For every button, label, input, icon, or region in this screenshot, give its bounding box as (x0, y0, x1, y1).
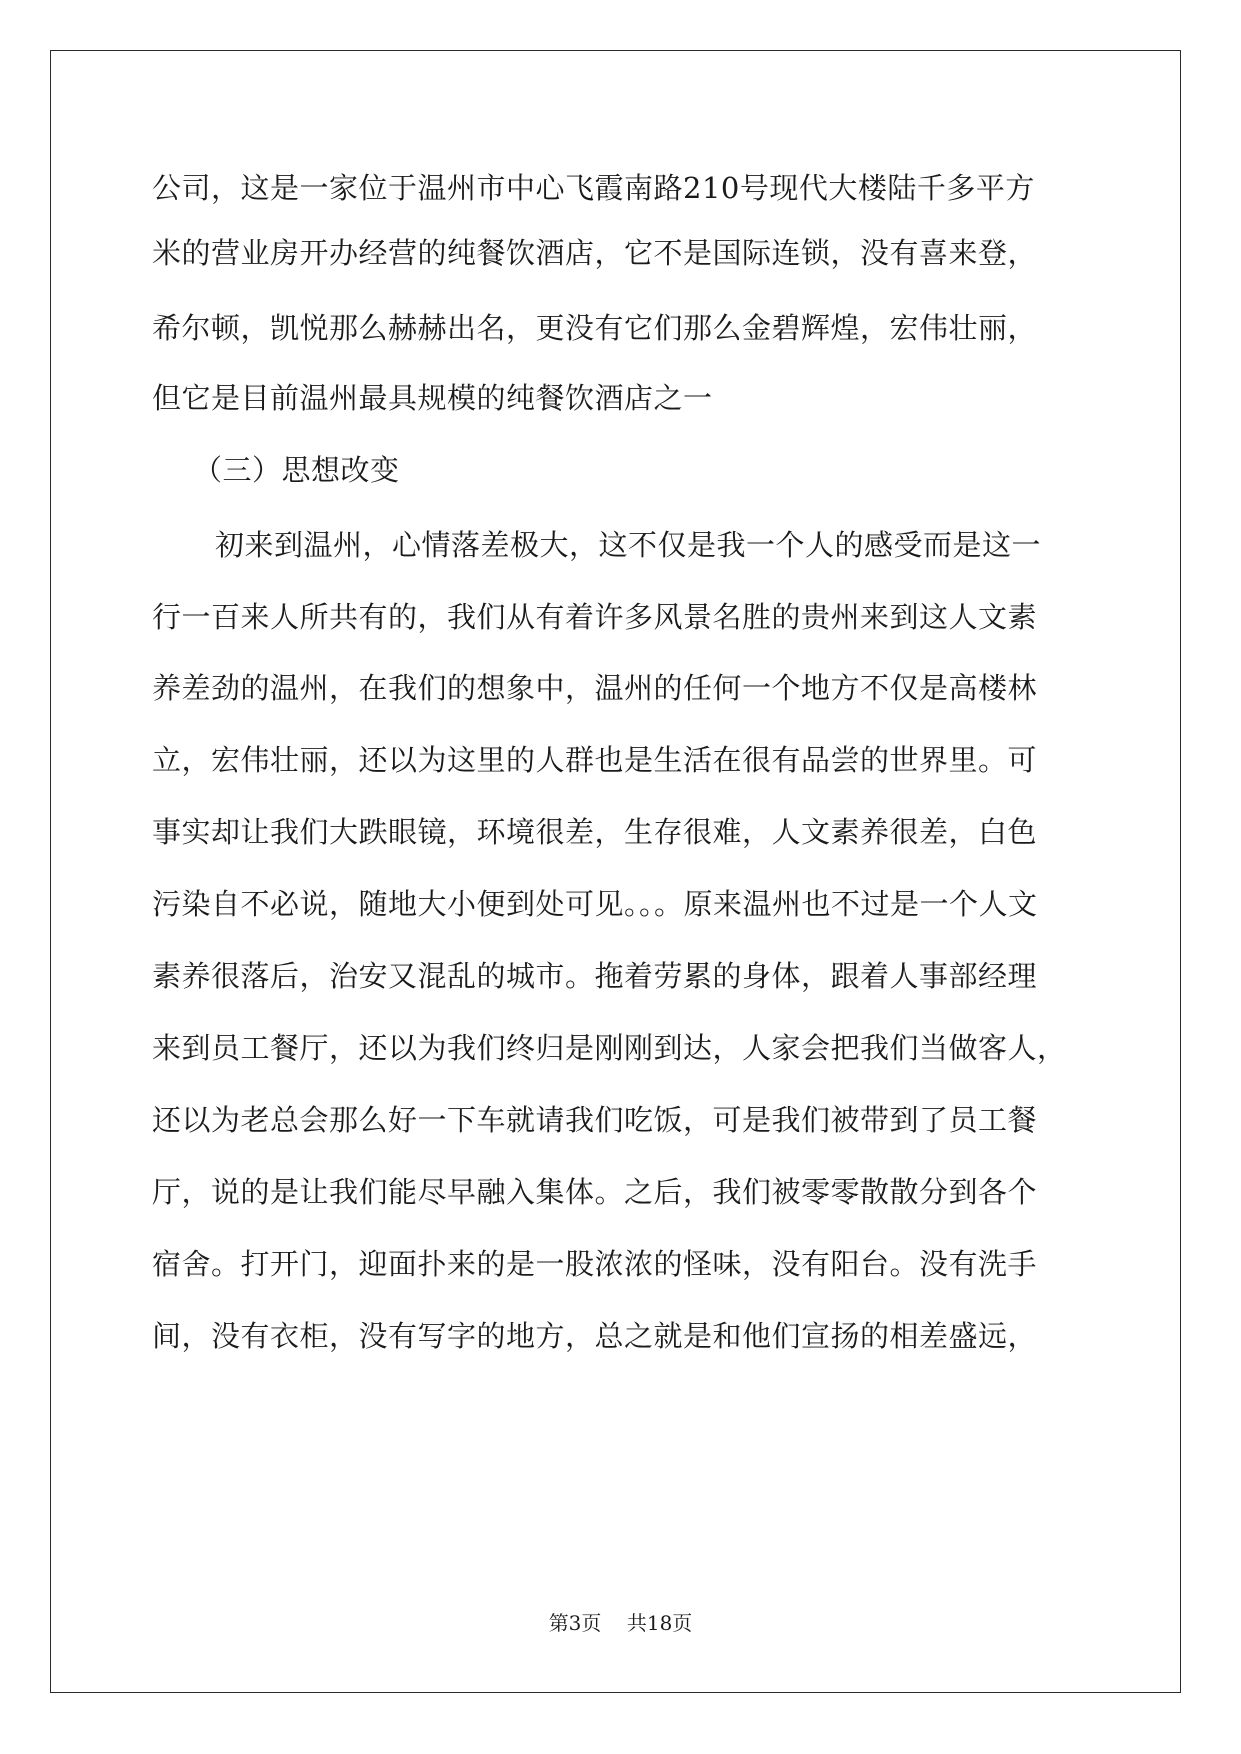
text-line-2: 米的营业房开办经营的纯餐饮酒店，它不是国际连锁，没有喜来登， (152, 236, 1038, 270)
text-line-11: 污染自不必说，随地大小便到处可见。。。原来温州也不过是一个人文 (152, 887, 1038, 921)
text-line-7: 行一百来人所共有的，我们从有着许多风景名胜的贵州来到这人文素 (152, 600, 1038, 634)
text-line-9: 立，宏伟壮丽，还以为这里的人群也是生活在很有品尝的世界里。可 (152, 743, 1038, 777)
text-line-14: 还以为老总会那么好一下车就请我们吃饭，可是我们被带到了员工餐 (152, 1103, 1038, 1137)
text-line-16: 宿舍。打开门，迎面扑来的是一股浓浓的怪味，没有阳台。没有洗手 (152, 1247, 1038, 1281)
page-total: 共18页 (626, 1611, 693, 1635)
text-line-13: 来到员工餐厅，还以为我们终归是刚刚到达，人家会把我们当做客人， (152, 1031, 1067, 1065)
text-line-4: 但它是目前温州最具规模的纯餐饮酒店之一 (152, 381, 713, 415)
text-line-1: 公司，这是一家位于温州市中心飞霞南路210号现代大楼陆千多平方 (152, 171, 1035, 205)
text-line-10: 事实却让我们大跌眼镜，环境很差，生存很难，人文素养很差，白色 (152, 815, 1038, 849)
text-line-15: 厅，说的是让我们能尽早融入集体。之后，我们被零零散散分到各个 (152, 1175, 1038, 1209)
text-line-3: 希尔顿，凯悦那么赫赫出名，更没有它们那么金碧辉煌，宏伟壮丽， (152, 311, 1038, 345)
text-line-17: 间，没有衣柜，没有写字的地方，总之就是和他们宣扬的相差盛远， (152, 1319, 1038, 1353)
page-footer (0, 1610, 1241, 1636)
text-line-8: 养差劲的温州，在我们的想象中，温州的任何一个地方不仅是高楼林 (152, 671, 1038, 705)
page-border (50, 50, 1181, 1693)
paragraph-first-line: 初来到温州，心情落差极大，这不仅是我一个人的感受而是这一 (215, 528, 1042, 562)
section-heading: （三）思想改变 (193, 453, 400, 487)
page-number: 第3页 (548, 1611, 602, 1635)
text-line-12: 素养很落后，治安又混乱的城市。拖着劳累的身体，跟着人事部经理 (152, 959, 1038, 993)
